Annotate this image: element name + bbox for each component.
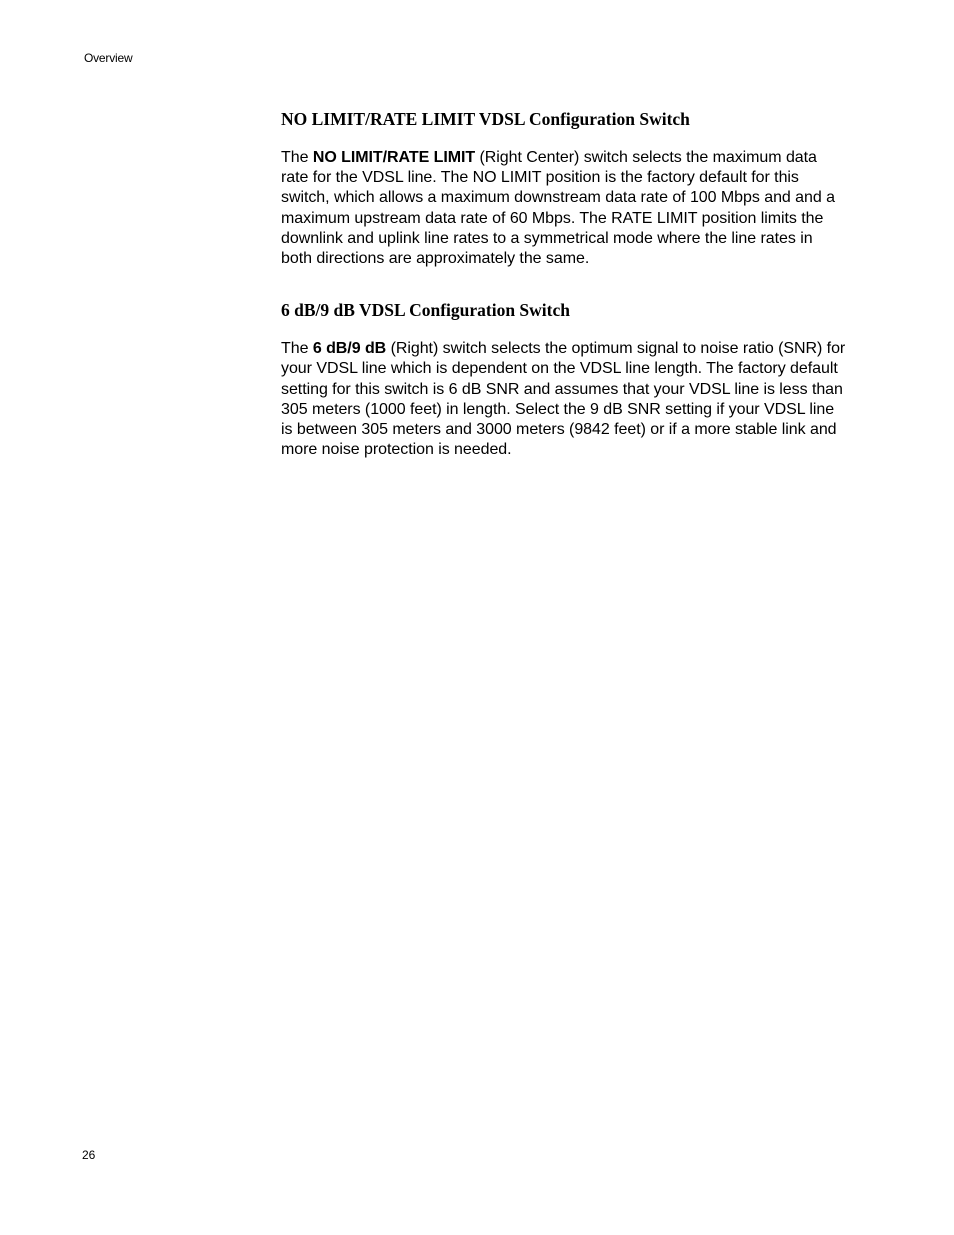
running-header: Overview	[84, 51, 133, 65]
paragraph-text: (Right Center) switch selects the maximum data rate for the VDSL line. The NO LIMIT position is the factory default for this switch, which allows a maximum downstream data rate of 100 Mbps and and a maximum upstream data rate of 60 Mbps. The RATE LIMIT position limits the downlink and uplink line rates to a symmetrical mode where the line rates in both directions are approximately the same.	[281, 149, 835, 268]
section-heading: NO LIMIT/RATE LIMIT VDSL Configuration Switch	[281, 109, 690, 129]
section-paragraph	[281, 148, 847, 269]
switch-name: NO LIMIT/RATE LIMIT	[312, 149, 476, 166]
paragraph-lead: The	[281, 149, 313, 166]
section-6db-9db	[281, 300, 847, 460]
paragraph-lead: The	[281, 340, 313, 358]
page-number: 26	[82, 1148, 96, 1162]
section-no-limit-rate-limit	[281, 109, 847, 269]
paragraph-text: (Right) switch selects the optimum signal to noise ratio (SNR) for your VDSL line which is dependent on the VDSL line length. The factory default setting for this switch is 6 dB SNR and assumes that your VDSL line is less than 305 meters (1000 feet) in length. Select the 9 dB SNR setting if your VDSL line is between 305 meters and 3000 meters (9842 feet) or if a more stable link and more noise protection is needed.	[281, 340, 846, 459]
section-paragraph	[281, 339, 847, 460]
section-heading: 6 dB/9 dB VDSL Configuration Switch	[281, 300, 570, 321]
page-content	[281, 109, 847, 460]
switch-name: 6 dB/9 dB	[312, 340, 387, 358]
